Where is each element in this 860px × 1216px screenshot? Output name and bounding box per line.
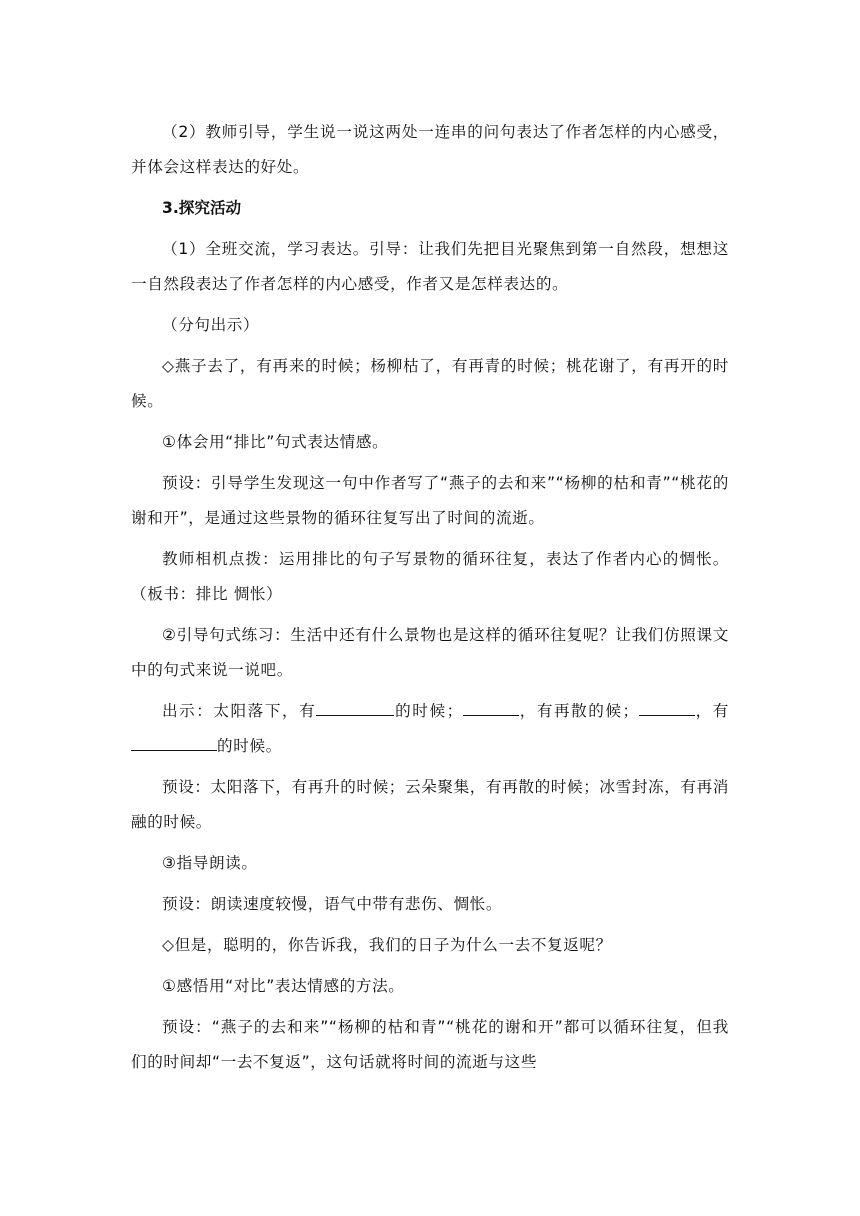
- exercise-text-4: ，有: [694, 702, 730, 720]
- paragraph-preset-2: 预设：太阳落下，有再升的时候；云朵聚集，有再散的时候；冰雪封冻，有再消融的时候。: [131, 778, 729, 831]
- exercise-text-5: 的时候。: [217, 737, 282, 755]
- exercise-text-3: ，有再散的候；: [518, 702, 639, 720]
- paragraph-fill-in-exercise: [131, 694, 729, 764]
- fill-blank-2: [463, 699, 519, 716]
- paragraph-contrast-step: ①感悟用“对比”表达情感的方法。: [162, 977, 405, 995]
- fill-blank-1: [316, 699, 394, 716]
- paragraph-reading-guidance: ③指导朗读。: [162, 854, 258, 872]
- fill-blank-3: [639, 699, 695, 716]
- paragraph-preset-1: 预设：引导学生发现这一句中作者写了“燕子的去和来”“杨柳的枯和青”“桃花的谢和开”，是通过这些景物的循环往复写出了时间的流逝。: [131, 474, 729, 527]
- paragraph-parallelism-step: ①体会用“排比”句式表达情感。: [162, 433, 389, 451]
- paragraph-class-exchange: （1）全班交流，学习表达。引导：让我们先把目光聚焦到第一自然段，想想这一自然段表达了作者怎样的内心感受，作者又是怎样表达的。: [131, 240, 729, 293]
- paragraph-quoted-sentence-days: ◇但是，聪明的，你告诉我，我们的日子为什么一去不复返呢？: [162, 936, 612, 954]
- exercise-text-2: 的时候；: [394, 702, 463, 720]
- section-heading-inquiry: 3.探究活动: [162, 199, 242, 217]
- paragraph-sentence-practice: ②引导句式练习：生活中还有什么景物也是这样的循环往复呢？让我们仿照课文中的句式来说一说吧。: [131, 626, 729, 679]
- exercise-text-1: 出示：太阳落下，有: [162, 702, 317, 720]
- paragraph-quoted-sentence-swallow: ◇燕子去了，有再来的时候；杨柳枯了，有再青的时候；桃花谢了，有再开的时候。: [131, 357, 729, 410]
- paragraph-teacher-hint: 教师相机点拨：运用排比的句子写景物的循环往复，表达了作者内心的惆怅。（板书：排比 惆怅）: [131, 550, 729, 603]
- paragraph-preset-4: 预设：“燕子的去和来”“杨柳的枯和青”“桃花的谢和开”都可以循环往复，但我们的时间却“一去不复返”，这句话就将时间的流逝与这些: [131, 1018, 729, 1071]
- document-body: [131, 115, 729, 1086]
- fill-blank-4: [131, 734, 217, 751]
- paragraph-sentence-display-note: （分句出示）: [162, 316, 260, 334]
- paragraph-preset-3: 预设：朗读速度较慢，语气中带有悲伤、惆怅。: [162, 895, 503, 913]
- paragraph-teacher-guidance: （2）教师引导，学生说一说这两处一连串的问句表达了作者怎样的内心感受，并体会这样表达的好处。: [131, 123, 729, 176]
